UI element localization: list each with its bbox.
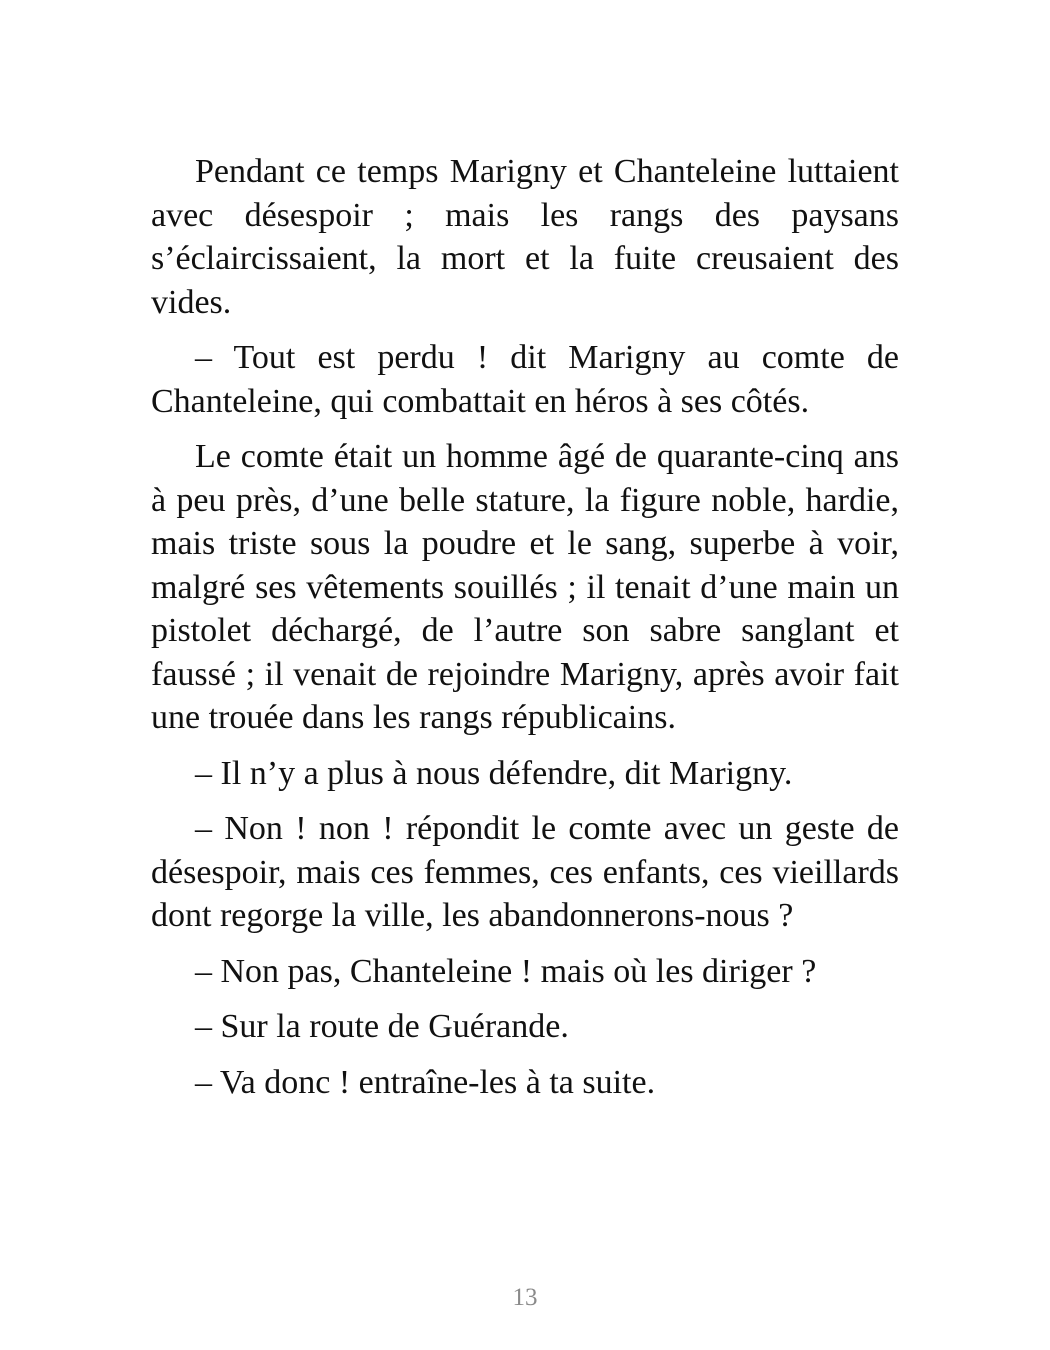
- paragraph-2: – Tout est perdu ! dit Marigny au comte de Chanteleine, qui combattait en héros à ses côtés.: [151, 339, 899, 420]
- paragraph-8: – Va donc ! entraîne-les à ta suite.: [195, 1063, 656, 1101]
- page-number: 13: [512, 1284, 538, 1311]
- paragraph-5: – Non ! non ! répondit le comte avec un geste de désespoir, mais ces femmes, ces enfants, ces vieillards dont regorge la ville, les abandonnerons-nous ?: [151, 810, 899, 934]
- body-text: [151, 150, 899, 1116]
- paragraph-4: – Il n’y a plus à nous défendre, dit Marigny.: [195, 754, 793, 792]
- paragraph-7: – Sur la route de Guérande.: [195, 1008, 569, 1045]
- paragraph-3: Le comte était un homme âgé de quarante-cinq ans à peu près, d’une belle stature, la figure noble, hardie, mais triste sous la poudre et le sang, superbe à voir, malgré ses vêtements souillés ; il tenait d’une main un pistolet déchargé, de l’autre son sabre sanglant et faussé ; il venait de rejoindre Marigny, après avoir fait une trouée dans les rangs républicains.: [151, 438, 899, 736]
- paragraph-1: Pendant ce temps Marigny et Chanteleine luttaient avec désespoir ; mais les rangs des paysans s’éclaircissaient, la mort et la fuite creusaient des vides.: [151, 153, 899, 321]
- paragraph-6: – Non pas, Chanteleine ! mais où les diriger ?: [195, 952, 817, 990]
